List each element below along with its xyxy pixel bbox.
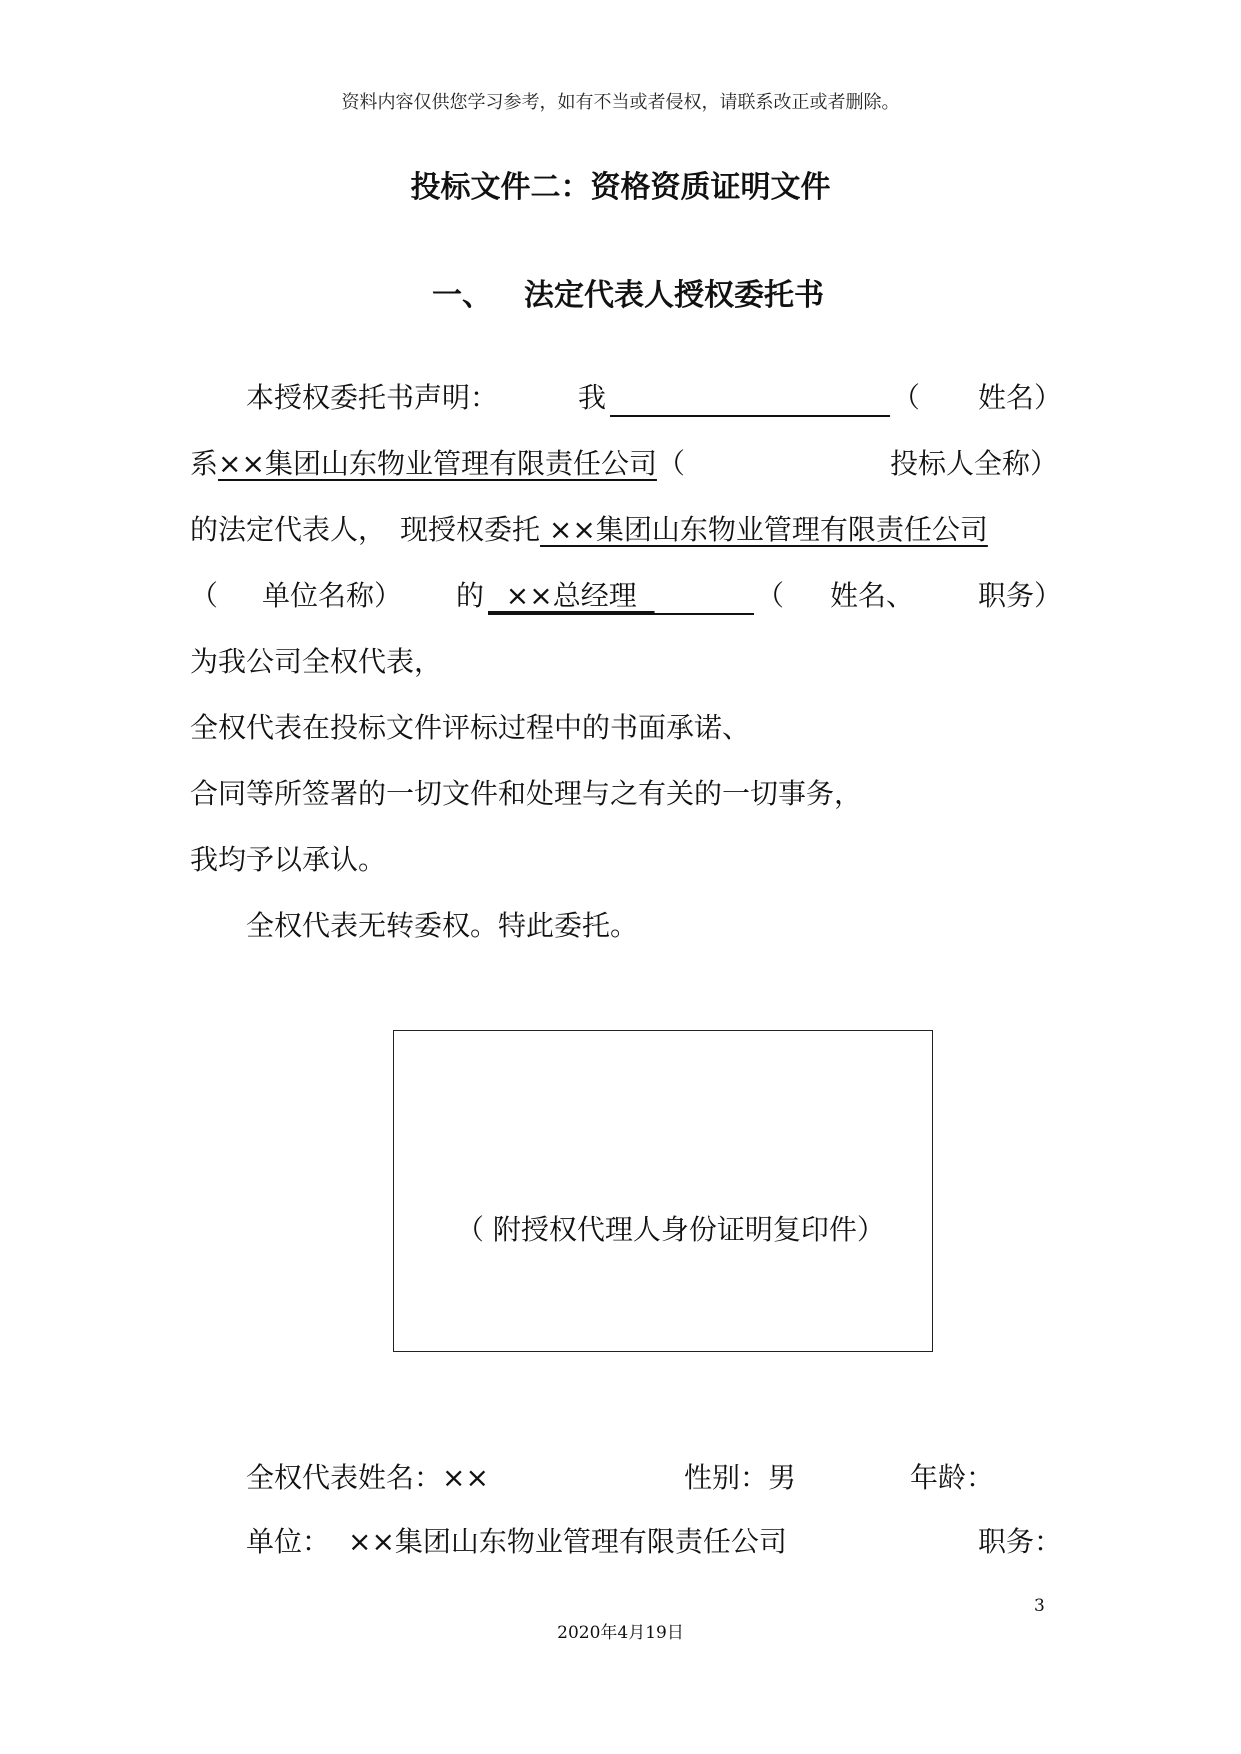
- section-heading: [432, 270, 824, 314]
- line9: 全权代表无转委权。特此委托。: [246, 909, 639, 942]
- rep-age: 年龄：: [910, 1461, 995, 1494]
- document-title: 投标文件二：资格资质证明文件: [410, 170, 831, 205]
- unit-name-label: 单位名称）: [262, 579, 403, 612]
- line3: [190, 512, 988, 548]
- id-copy-caption: （ 附授权代理人身份证明复印件）: [456, 1213, 885, 1246]
- line4-paren2: （: [756, 579, 785, 612]
- position-label-inline: 职务）: [978, 579, 1063, 612]
- delegate-name-underline: [488, 579, 754, 615]
- line4-paren: （: [190, 579, 219, 612]
- line8: 我均予以承认。: [190, 843, 387, 876]
- line1-name-label: 姓名）: [978, 381, 1063, 414]
- bidder-company-name: ××集团山东物业管理有限责任公司: [218, 447, 657, 480]
- bidder-fullname-label: 投标人全称）: [890, 447, 1059, 480]
- section-number: 一、: [432, 278, 492, 313]
- id-copy-box: [393, 1030, 933, 1352]
- line2-paren: （: [656, 447, 685, 480]
- rep-position: 职务：: [978, 1525, 1063, 1558]
- line3-a: 的法定代表人，: [190, 513, 387, 546]
- delegate-company-name: ××集团山东物业管理有限责任公司: [540, 513, 988, 546]
- rep-unit-label: 单位：: [246, 1525, 331, 1558]
- rep-unit-value: ××集团山东物业管理有限责任公司: [348, 1525, 787, 1558]
- rep-name: 全权代表姓名：××: [246, 1461, 489, 1494]
- line3-b: 现授权委托: [400, 513, 541, 546]
- line2-prefix: 系: [190, 447, 219, 480]
- line1-label: 本授权委托书声明：: [246, 381, 499, 414]
- name-label: 姓名、: [830, 579, 915, 612]
- line1-paren: （: [892, 381, 921, 414]
- header-note: 资料内容仅供您学习参考，如有不当或者侵权，请联系改正或者删除。: [341, 92, 900, 113]
- page-number: 3: [1034, 1596, 1045, 1616]
- line1-wo: 我: [578, 381, 607, 414]
- name-blank: [610, 381, 890, 417]
- line4-de: 的: [456, 579, 485, 612]
- line2: [190, 446, 685, 482]
- footer-date: 2020年4月19日: [557, 1623, 684, 1643]
- line6: 全权代表在投标文件评标过程中的书面承诺、: [190, 711, 751, 744]
- line7: 合同等所签署的一切文件和处理与之有关的一切事务，: [190, 777, 863, 810]
- rep-gender: 性别：男: [684, 1461, 797, 1494]
- delegate-name: ××总经理: [488, 579, 655, 612]
- section-title: 法定代表人授权委托书: [524, 278, 824, 313]
- line5: 为我公司全权代表，: [190, 645, 443, 678]
